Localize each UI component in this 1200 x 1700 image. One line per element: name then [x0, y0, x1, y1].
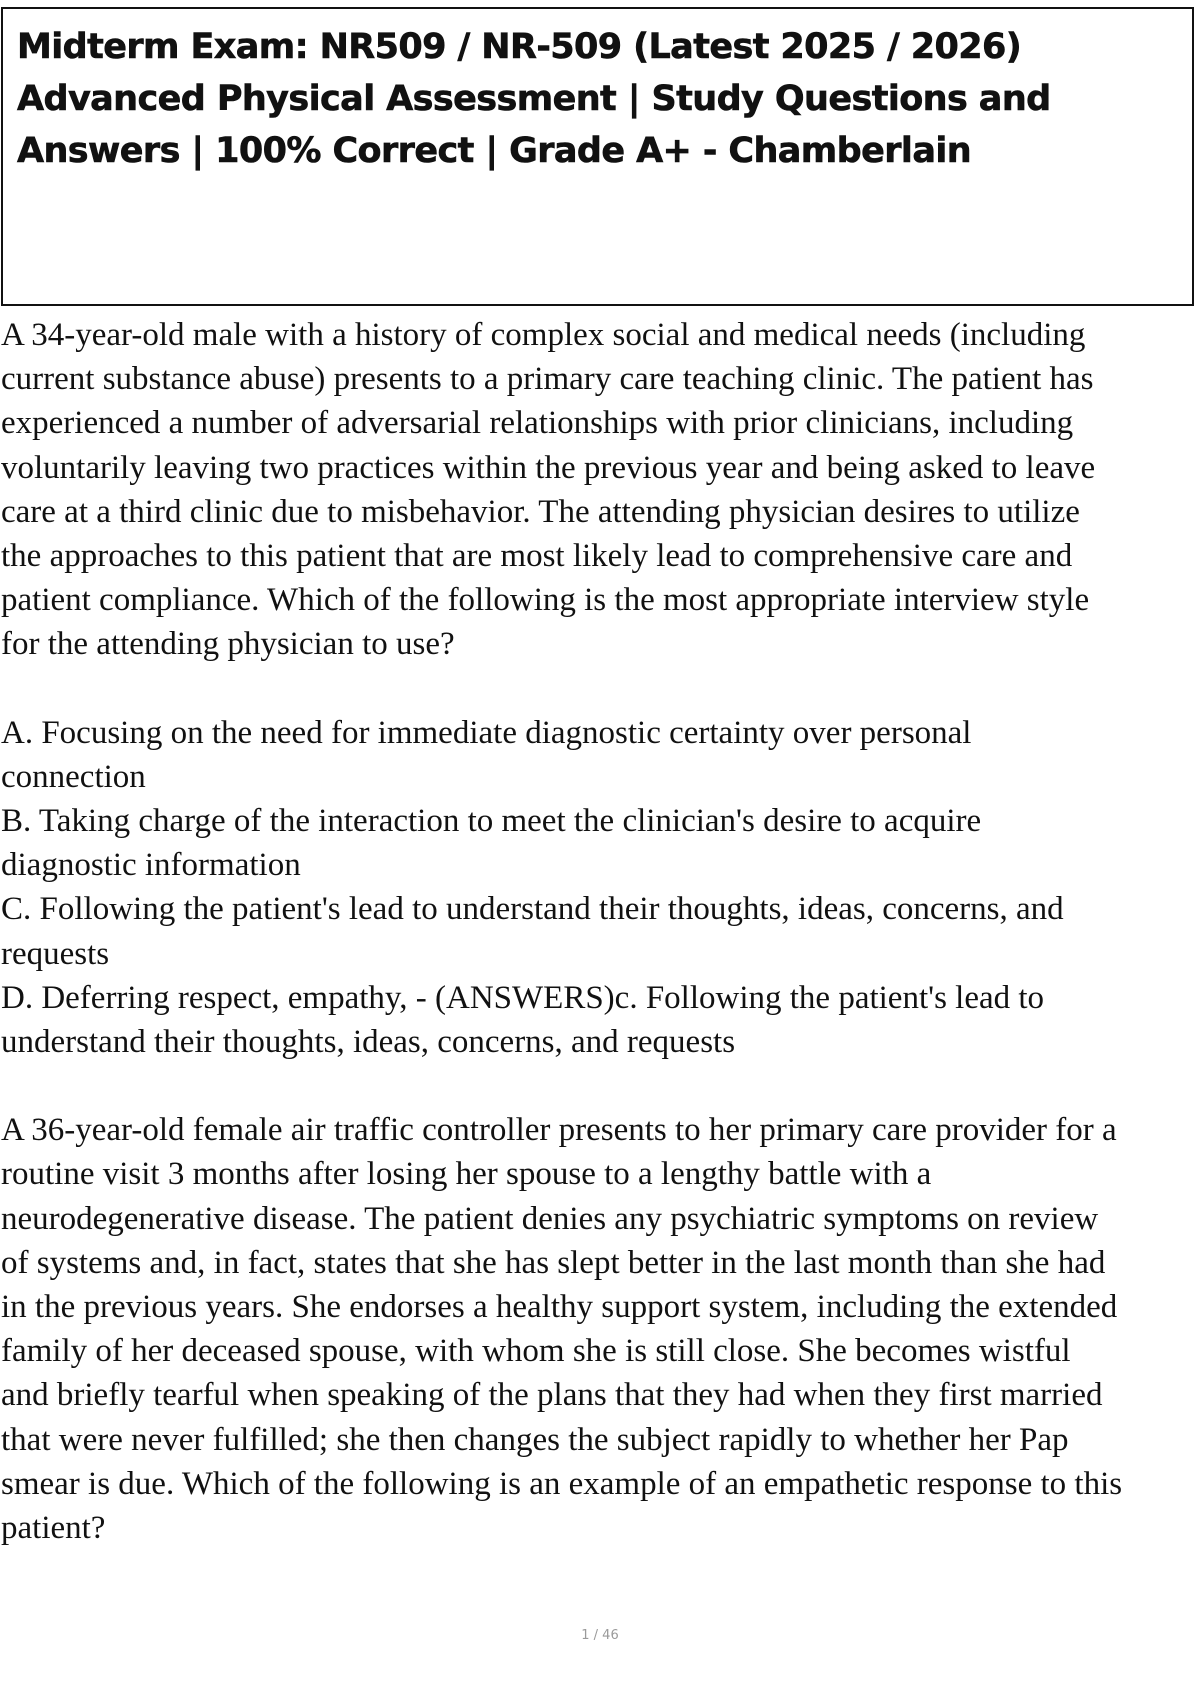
document-body	[1, 313, 1196, 1550]
question-2-line-6: family of her deceased spouse, with whom she is still close. She becomes wistful	[1, 1333, 1071, 1370]
question-2-line-4: of systems and, in fact, states that she has slept better in the last month than she had	[1, 1244, 1106, 1281]
paragraph-gap	[1, 1064, 1196, 1108]
question-2-line-3: neurodegenerative disease. The patient denies any psychiatric symptoms on review	[1, 1200, 1099, 1237]
question-2-stem	[1, 1108, 1196, 1550]
question-2-line-7: and briefly tearful when speaking of the plans that they had when they first married	[1, 1377, 1103, 1414]
question-2-line-8: that were never fulfilled; she then changes the subject rapidly to whether her Pap	[1, 1421, 1069, 1458]
option-b-line-2: diagnostic information	[1, 847, 301, 884]
question-1-line-4: voluntarily leaving two practices within the previous year and being asked to leave	[1, 449, 1096, 486]
question-1-line-2: current substance abuse) presents to a primary care teaching clinic. The patient has	[1, 361, 1094, 398]
question-1-options	[1, 711, 1196, 1065]
option-a-line-1: A. Focusing on the need for immediate diagnostic certainty over personal	[1, 714, 972, 751]
page-indicator: 1 / 46	[581, 1628, 619, 1643]
question-2-line-2: routine visit 3 months after losing her spouse to a lengthy battle with a	[1, 1156, 932, 1193]
question-2-line-1: A 36-year-old female air traffic controller presents to her primary care provider for a	[1, 1112, 1117, 1149]
question-1-line-1: A 34-year-old male with a history of complex social and medical needs (including	[1, 317, 1086, 353]
document-title-box	[1, 7, 1194, 306]
question-1-line-5: care at a third clinic due to misbehavior. The attending physician desires to utilize	[1, 493, 1080, 530]
question-2-line-5: in the previous years. She endorses a healthy support system, including the extended	[1, 1289, 1118, 1326]
question-1-stem	[1, 313, 1196, 667]
question-2	[1, 1108, 1196, 1550]
document-title: Midterm Exam: NR509 / NR-509 (Latest 2025 / 2026) Advanced Physical Assessment | Study Questions and Answers | 100% Correct | Grade A+ - Chamberlain	[17, 27, 1051, 171]
option-d-answer-line-1: D. Deferring respect, empathy, - (ANSWERS)c. Following the patient's lead to	[1, 979, 1045, 1016]
option-b-line-1: B. Taking charge of the interaction to meet the clinician's desire to acquire	[1, 803, 982, 840]
option-c-line-2: requests	[1, 935, 110, 972]
question-1-line-8: for the attending physician to use?	[1, 626, 455, 663]
paragraph-gap	[1, 667, 1196, 711]
option-a-line-2: connection	[1, 758, 146, 795]
question-2-line-9: smear is due. Which of the following is an example of an empathetic response to this	[1, 1465, 1123, 1502]
question-1-line-6: the approaches to this patient that are most likely lead to comprehensive care and	[1, 538, 1073, 575]
question-1-line-3: experienced a number of adversarial relationships with prior clinicians, including	[1, 405, 1074, 442]
question-1	[1, 313, 1196, 1064]
question-2-line-10: patient?	[1, 1510, 106, 1547]
option-c-line-1: C. Following the patient's lead to understand their thoughts, ideas, concerns, and	[1, 891, 1064, 928]
question-1-line-7: patient compliance. Which of the following is the most appropriate interview style	[1, 582, 1090, 619]
option-d-answer-line-2: understand their thoughts, ideas, concerns, and requests	[1, 1024, 736, 1061]
